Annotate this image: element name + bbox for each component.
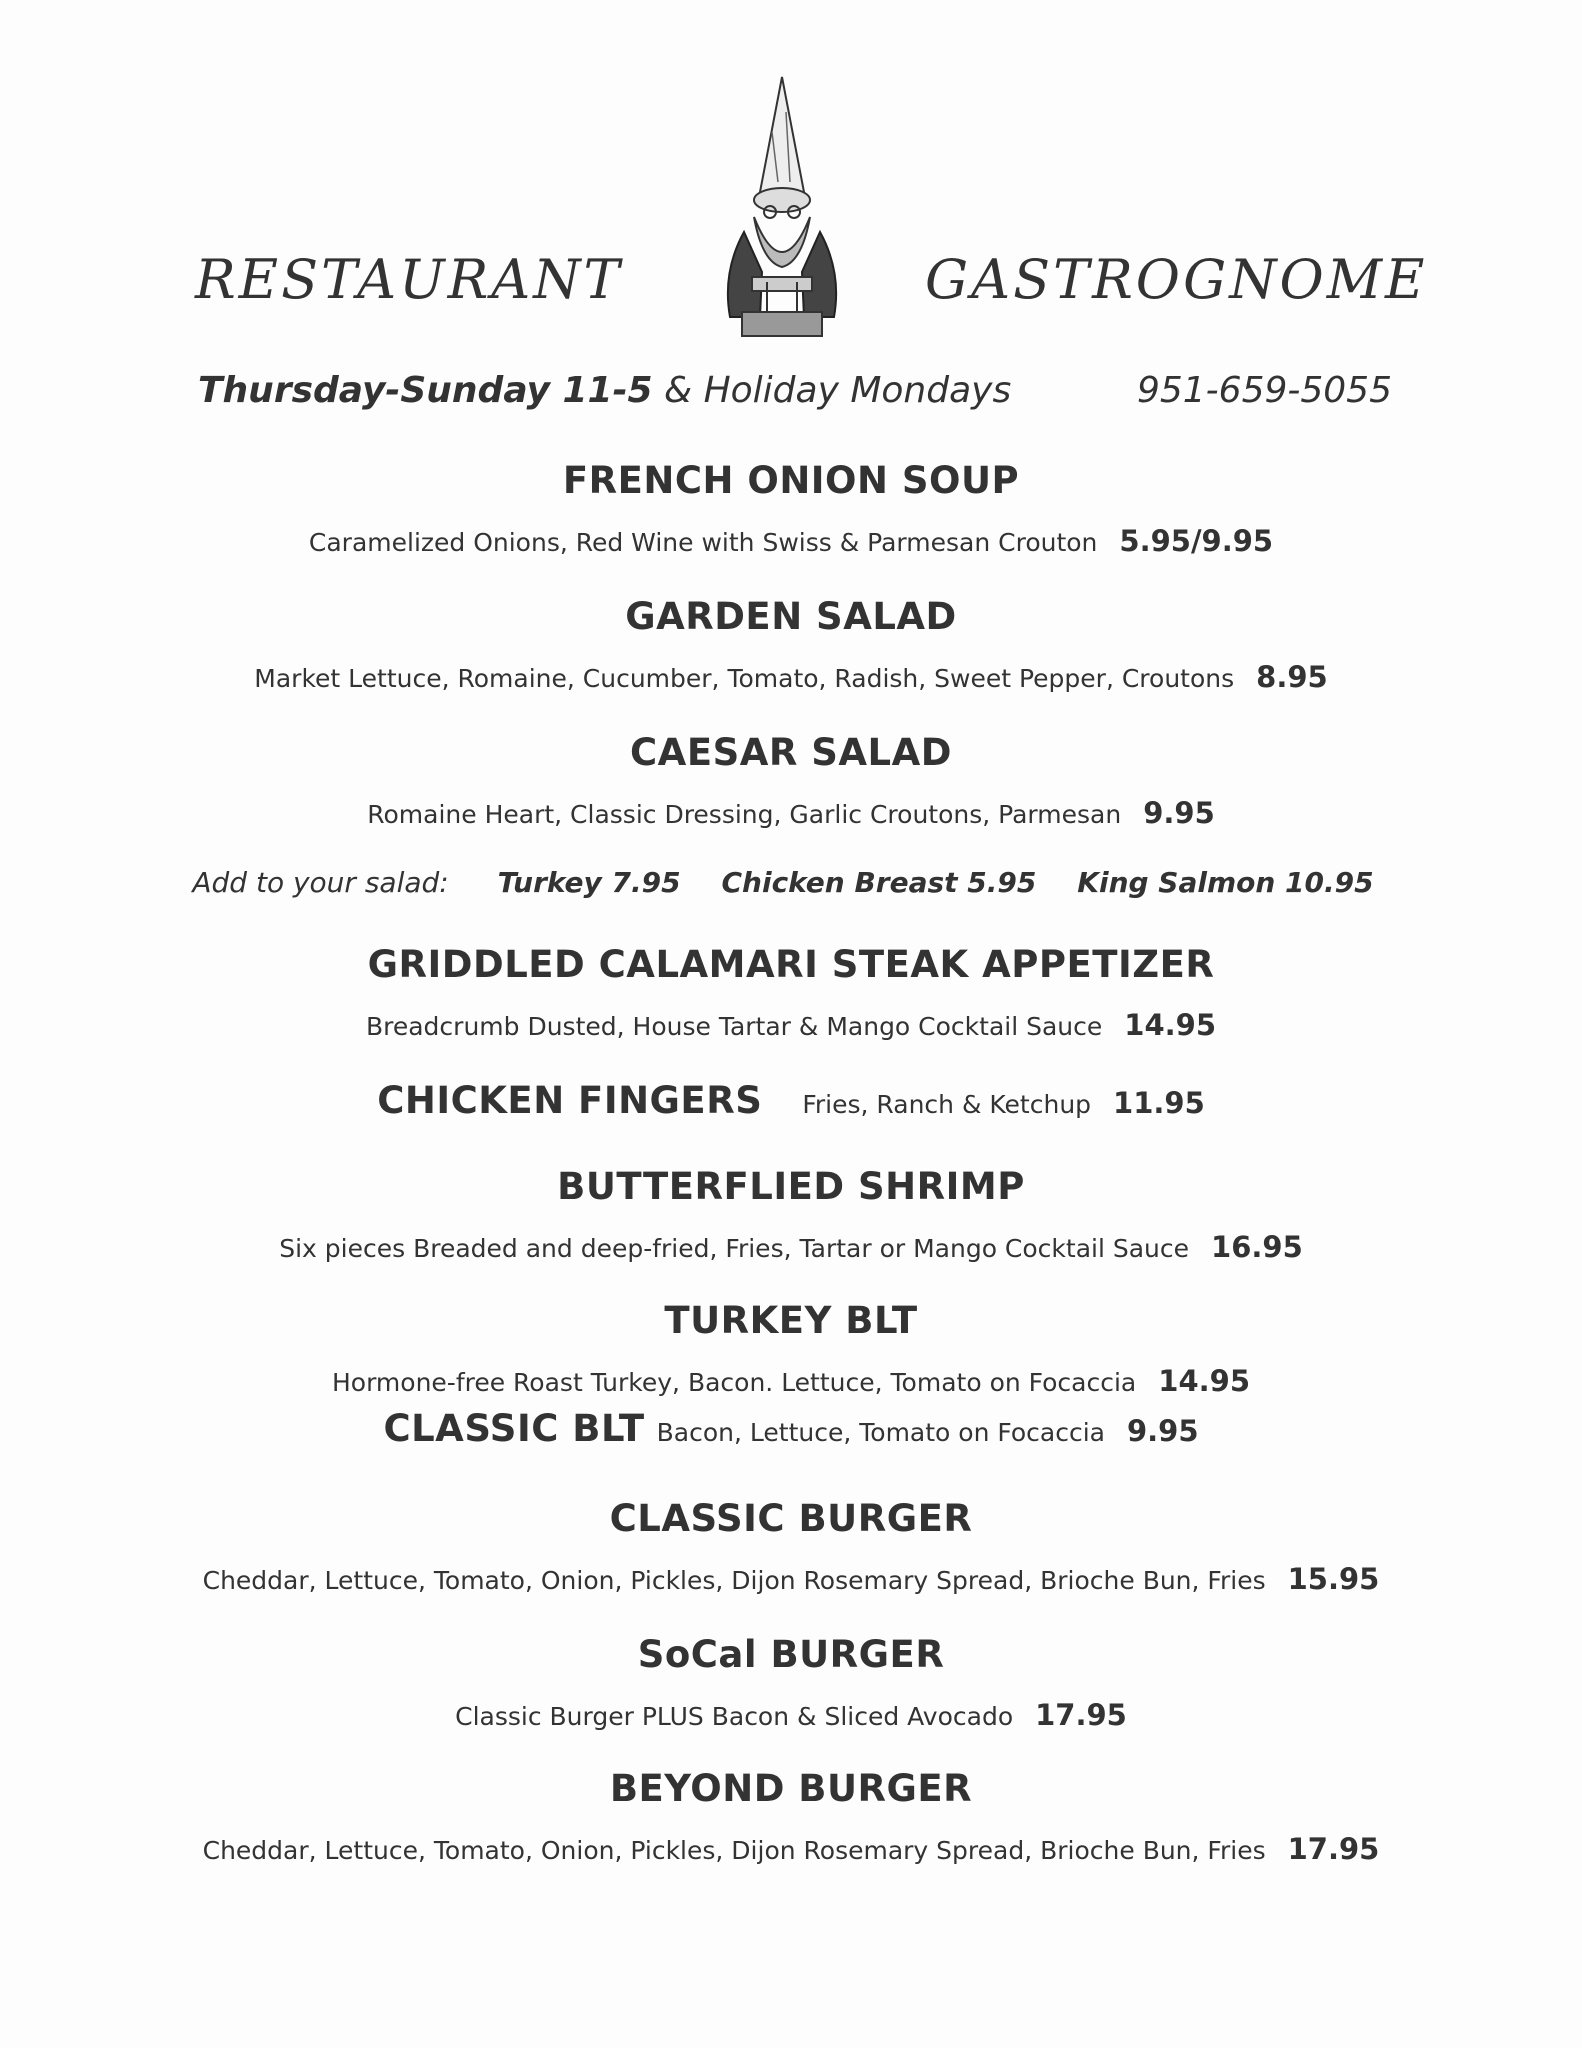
item-price: 17.95: [1035, 1698, 1127, 1732]
item-title: GRIDDLED CALAMARI STEAK APPETIZER: [367, 943, 1215, 986]
menu-item-socal-burger: [0, 1633, 1582, 1732]
item-price: 15.95: [1287, 1562, 1380, 1596]
addon-chicken-breast: Chicken Breast 5.95: [721, 866, 1037, 899]
salad-addons: [0, 866, 1582, 899]
menu-item-classic-burger: [0, 1497, 1582, 1596]
item-price: 14.95: [1124, 1008, 1217, 1042]
phone-number: 951-659-5055: [1136, 370, 1392, 411]
hours-days: Thursday-Sunday 11-5: [198, 370, 653, 411]
item-title: GARDEN SALAD: [625, 595, 957, 638]
addons-label: Add to your salad:: [192, 866, 449, 899]
gnome-logo-icon: [682, 72, 882, 342]
item-price: 8.95: [1256, 660, 1328, 694]
item-title: BEYOND BURGER: [609, 1767, 973, 1810]
menu-item-french-onion-soup: [0, 459, 1582, 558]
item-desc: Market Lettuce, Romaine, Cucumber, Tomato, Radish, Sweet Pepper, Croutons 8.95: [254, 660, 1328, 694]
item-desc: Cheddar, Lettuce, Tomato, Onion, Pickles, Dijon Rosemary Spread, Brioche Bun, Fries 15.95: [202, 1562, 1380, 1596]
item-price: 5.95/9.95: [1119, 524, 1274, 558]
item-desc: Classic Burger PLUS Bacon & Sliced Avocado 17.95: [455, 1698, 1127, 1732]
item-desc: Caramelized Onions, Red Wine with Swiss & Parmesan Crouton 5.95/9.95: [308, 524, 1274, 558]
addon-king-salmon: King Salmon 10.95: [1077, 866, 1374, 899]
menu-item-turkey-blt: [0, 1299, 1582, 1398]
item-title: CAESAR SALAD: [630, 731, 952, 774]
gastrognome-script-title: GASTROGNOME: [925, 248, 1428, 311]
item-desc: Bacon, Lettuce, Tomato on Focaccia 9.95: [656, 1414, 1199, 1448]
item-title: CLASSIC BLT: [383, 1407, 645, 1450]
menu-item-butterflied-shrimp: [0, 1165, 1582, 1264]
menu-item-classic-blt: [0, 1407, 1582, 1450]
item-desc: Cheddar, Lettuce, Tomato, Onion, Pickles, Dijon Rosemary Spread, Brioche Bun, Fries 17.95: [202, 1832, 1380, 1866]
item-desc: Six pieces Breaded and deep-fried, Fries, Tartar or Mango Cocktail Sauce 16.95: [279, 1230, 1303, 1264]
item-desc: Hormone-free Roast Turkey, Bacon. Lettuce, Tomato on Focaccia 14.95: [331, 1364, 1250, 1398]
menu-item-garden-salad: [0, 595, 1582, 694]
item-price: 14.95: [1158, 1364, 1250, 1398]
item-title: FRENCH ONION SOUP: [562, 459, 1020, 502]
item-title: TURKEY BLT: [664, 1299, 918, 1342]
item-price: 11.95: [1113, 1086, 1205, 1120]
item-title: CLASSIC BURGER: [609, 1497, 973, 1540]
item-price: 16.95: [1211, 1230, 1303, 1264]
menu-item-calamari: [0, 943, 1582, 1042]
item-title: SoCal BURGER: [637, 1633, 945, 1676]
item-title: BUTTERFLIED SHRIMP: [557, 1165, 1025, 1208]
hours-line: [198, 370, 1392, 411]
item-price: 17.95: [1287, 1832, 1380, 1866]
menu-item-beyond-burger: [0, 1767, 1582, 1866]
menu-item-caesar-salad: [0, 731, 1582, 830]
item-price: 9.95: [1143, 796, 1215, 830]
item-price: 9.95: [1126, 1414, 1199, 1448]
item-title: CHICKEN FINGERS: [377, 1079, 763, 1122]
menu-item-chicken-fingers: [0, 1079, 1582, 1122]
addon-turkey: Turkey 7.95: [497, 866, 681, 899]
item-desc: Romaine Heart, Classic Dressing, Garlic Croutons, Parmesan 9.95: [367, 796, 1215, 830]
item-desc: Fries, Ranch & Ketchup 11.95: [802, 1086, 1205, 1120]
restaurant-script-title: RESTAURANT: [195, 248, 623, 311]
item-desc: Breadcrumb Dusted, House Tartar & Mango Cocktail Sauce 14.95: [365, 1008, 1217, 1042]
hours-holiday: & Holiday Mondays: [664, 370, 1012, 411]
